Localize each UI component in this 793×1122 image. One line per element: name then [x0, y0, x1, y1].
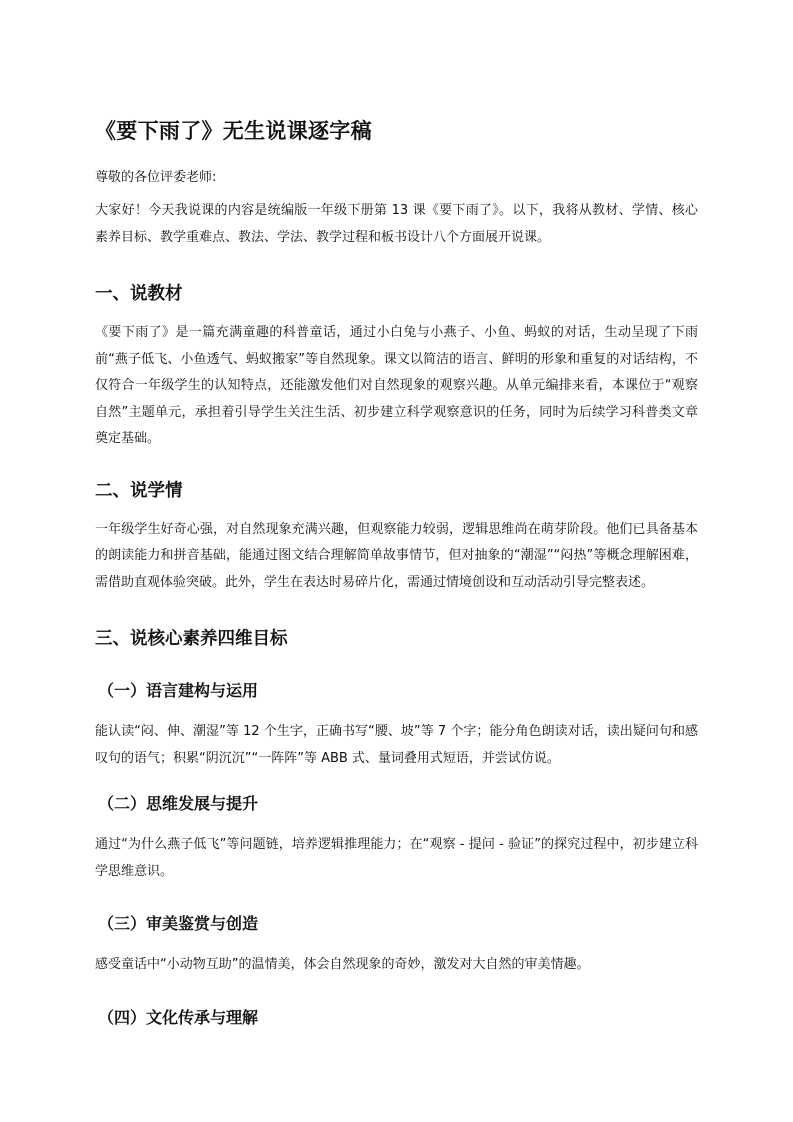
section-heading-textbook: 一、说教材: [95, 284, 183, 304]
intro-paragraph: 大家好！今天我说课的内容是统编版一年级下册第 13 课《要下雨了》。以下，我将从教材、学情、核心素养目标、教学重难点、教法、学法、教学过程和板书设计八个方面展开说课。: [95, 203, 698, 245]
goal-heading-aesthetics: （三）审美鉴赏与创造: [98, 914, 259, 933]
section-paragraph-textbook: 《要下雨了》是一篇充满童趣的科普童话，通过小白兔与小燕子、小鱼、蚂蚁的对话，生动呈现了下雨前“燕子低飞、小鱼透气、蚂蚁搬家”等自然现象。课文以简洁的语言、鲜明的形象和重复的对话结构，不仅符合一年级学生的认知特点，还能激发他们对自然现象的观察兴趣。从单元编排来看，本课位于“观察自然”主题单元，承担着引导学生关注生活、初步建立科学观察意识的任务，同时为后续学习科普类文章奠定基础。: [95, 325, 698, 446]
goal-paragraph-aesthetics: 感受童话中“小动物互助”的温情美，体会自然现象的奇妙，激发对大自然的审美情趣。: [95, 957, 590, 972]
section-heading-students: 二、说学情: [95, 480, 183, 501]
goal-heading-language: （一）语言建构与运用: [98, 681, 259, 700]
section-heading-goals: 三、说核心素养四维目标: [95, 629, 288, 649]
goal-heading-culture: （四）文化传承与理解: [98, 1007, 259, 1027]
greeting: 尊敬的各位评委老师:: [95, 170, 217, 185]
goal-paragraph-thinking: 通过“为什么燕子低飞”等问题链，培养逻辑推理能力；在“观察 - 提问 - 验证”的探究过程中，初步建立科学思维意识。: [95, 837, 698, 879]
goal-heading-thinking: （二）思维发展与提升: [98, 794, 259, 813]
document-title: 《要下雨了》无生说课逐字稿: [95, 119, 372, 143]
section-paragraph-students: 一年级学生好奇心强，对自然现象充满兴趣，但观察能力较弱，逻辑思维尚在萌芽阶段。他们已具备基本的朗读能力和拼音基础，能通过图文结合理解简单故事情节，但对抽象的“潮湿”“闷热”等概念理解困难，需借助直观体验突破。此外，学生在表达时易碎片化，需通过情境创设和互动活动引导完整表述。: [95, 521, 698, 590]
goal-paragraph-language: 能认读“闷、伸、潮湿”等 12 个生字，正确书写“腰、坡”等 7 个字；能分角色朗读对话，读出疑问句和感叹句的语气；积累“阴沉沉”“一阵阵”等 ABB 式、量词叠用式短语，并尝试仿说。: [95, 724, 698, 766]
